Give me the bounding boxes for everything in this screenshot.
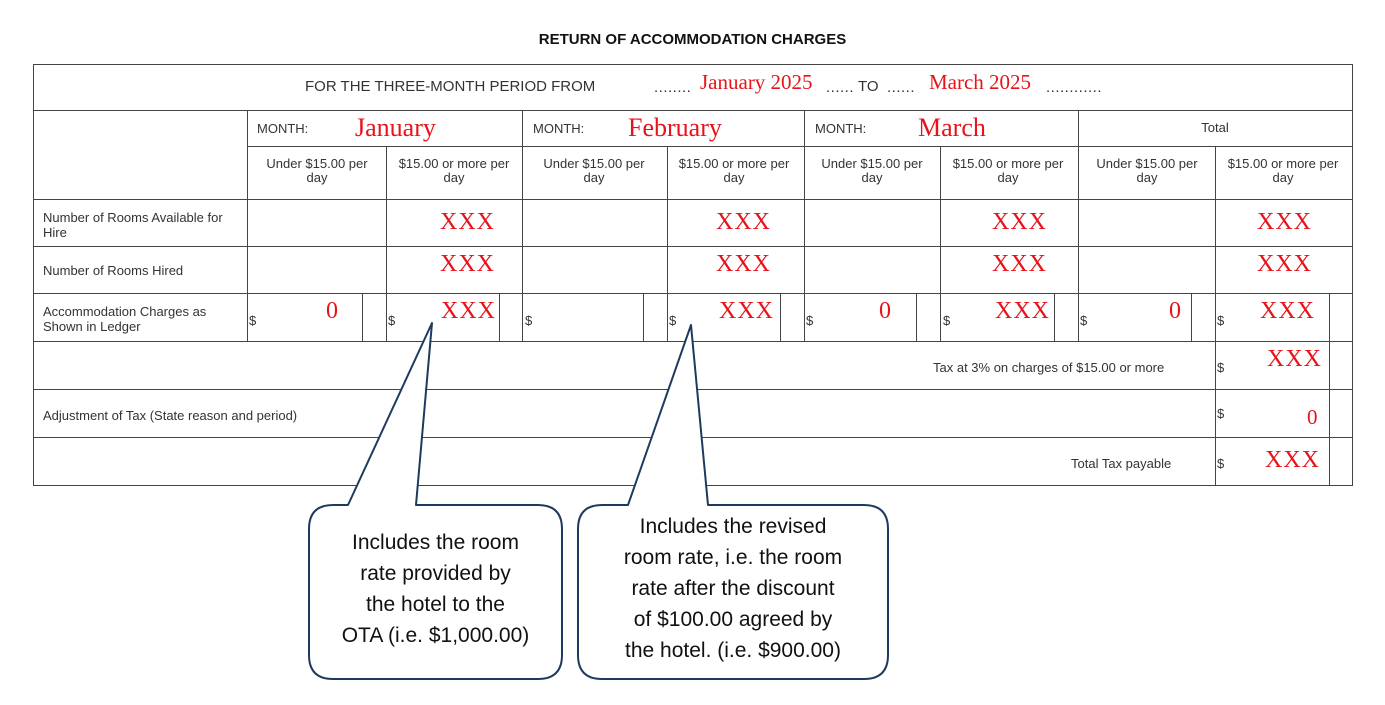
form-title: RETURN OF ACCOMMODATION CHARGES (538, 31, 847, 48)
rooms-hired-total-over: XXX (1257, 251, 1312, 277)
period-from-dots: ........ (654, 79, 692, 96)
tax-value: XXX (1267, 346, 1322, 372)
total-tax-value: XXX (1265, 447, 1320, 473)
charges-total-over: XXX (1260, 298, 1315, 324)
rooms-available-mar-over: XXX (992, 209, 1047, 235)
total-tax-dollar: $ (1217, 456, 1225, 471)
period-tail-dots: ............ (1046, 79, 1103, 96)
charges-jan-over: XXX (441, 298, 496, 324)
charges-feb-under-dollar: $ (525, 313, 533, 328)
subheader-over-1: $15.00 or more per day (398, 156, 510, 185)
charges-total-under: 0 (1169, 298, 1181, 324)
tax-line-label: Tax at 3% on charges of $15.00 or more (933, 360, 1165, 375)
charges-jan-under: 0 (326, 298, 338, 324)
charges-feb-over-dollar: $ (669, 313, 677, 328)
callout-text-1: Includes the room rate provided by the hotel to the OTA (i.e. $1,000.00) (341, 531, 530, 647)
rooms-available-jan-over: XXX (440, 209, 495, 235)
charges-jan-over-dollar: $ (388, 313, 396, 328)
row-label-rooms-hired: Number of Rooms Hired (43, 263, 184, 278)
row-label-rooms-available: Number of Rooms Available for Hire (43, 210, 223, 240)
month-value-1: January (355, 113, 436, 142)
charges-mar-under-dollar: $ (806, 313, 814, 328)
adjustment-value: 0 (1307, 405, 1318, 429)
month-label-1: MONTH: (257, 121, 309, 136)
charges-mar-over-dollar: $ (943, 313, 951, 328)
subheader-over-total: $15.00 or more per day (1227, 156, 1339, 185)
rooms-hired-jan-over: XXX (440, 251, 495, 277)
charges-jan-under-dollar: $ (249, 313, 257, 328)
period-mid-dots: ...... (826, 79, 855, 96)
period-to-dots: ...... (887, 79, 916, 96)
total-tax-label: Total Tax payable (1071, 456, 1172, 471)
period-prefix: FOR THE THREE-MONTH PERIOD FROM (305, 78, 596, 95)
callout-text-2: Includes the revised room rate, i.e. the room rate after the discount of $100.00 agreed by the hotel. (i.e. $900.00) (623, 515, 843, 662)
month-value-2: February (628, 113, 722, 142)
month-value-3: March (918, 113, 986, 142)
rooms-available-feb-over: XXX (716, 209, 771, 235)
subheader-under-3: Under $15.00 per day (821, 156, 923, 185)
subheader-under-1: Under $15.00 per day (266, 156, 368, 185)
adjustment-dollar: $ (1217, 406, 1225, 421)
charges-feb-over: XXX (719, 298, 774, 324)
period-from-value: January 2025 (700, 70, 813, 94)
adjustment-label: Adjustment of Tax (State reason and period) (43, 408, 298, 423)
subheader-over-3: $15.00 or more per day (952, 156, 1064, 185)
tax-dollar: $ (1217, 360, 1225, 375)
period-to-value: March 2025 (929, 70, 1032, 94)
subheader-under-2: Under $15.00 per day (543, 156, 645, 185)
month-label-2: MONTH: (533, 121, 585, 136)
rooms-hired-feb-over: XXX (716, 251, 771, 277)
month-label-3: MONTH: (815, 121, 867, 136)
rooms-hired-mar-over: XXX (992, 251, 1047, 277)
period-to-label: TO (858, 78, 879, 95)
charges-mar-over: XXX (995, 298, 1050, 324)
row-label-charges: Accommodation Charges as Shown in Ledger (43, 304, 207, 334)
rooms-available-total-over: XXX (1257, 209, 1312, 235)
subheader-under-total: Under $15.00 per day (1096, 156, 1198, 185)
charges-total-over-dollar: $ (1217, 313, 1225, 328)
charges-mar-under: 0 (879, 298, 891, 324)
subheader-over-2: $15.00 or more per day (678, 156, 790, 185)
charges-total-under-dollar: $ (1080, 313, 1088, 328)
total-header: Total (1201, 120, 1229, 135)
